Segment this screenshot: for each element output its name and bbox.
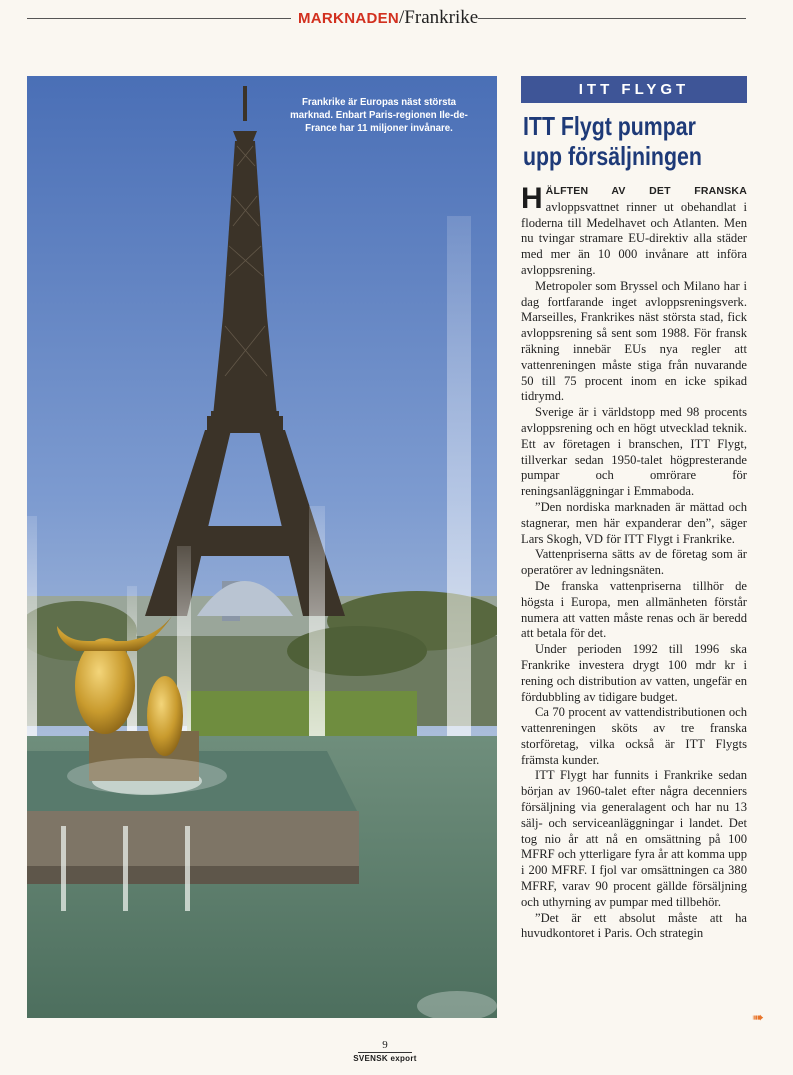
running-header [0,6,793,30]
body-paragraph: Sverige är i världstopp med 98 procents avloppsrening och en högt utvecklad teknik. Ett av företagen i branschen, ITT Flygt, tillverkar sedan 1950-talet högpresterande pumpar och omrörare för reningsanläggningar i Emmaboda. [521,405,747,499]
section-country: /Frankrike [399,7,479,28]
eiffel-tower-photo [27,76,497,1018]
lead-in: ÄLFTEN AV DET FRANSKA [545,185,747,197]
body-paragraph: De franska vattenpriserna tillhör de högsta i Europa, men allmänheten förstår numera att vatten måste renas och är beredd att betala för det. [521,578,747,641]
body-paragraph: Under perioden 1992 till 1996 ska Frankrike investera drygt 100 mdr kr i rening och distribution av vatten, ungefär en fördubbling av tidigare budget. [521,642,747,704]
body-paragraph: Ca 70 procent av vattendistributionen och vattenreningen sköts av tre franska storföretag, vilka också är ITT Flygts främsta kunder. [521,705,747,767]
body-paragraph: ITT Flygt har funnits i Frankrike sedan början av 1960-talet efter några decenniers försäljning via generalagent och har nu 13 sälj- och serviceanläggningar i landet. Det tog nio år att nå en omsättning på 100 MFRF och ytterligare fyra år att komma upp i 200 MFRF. I fjol var omsättningen ca 380 MFRF, varav 90 procent gällde försäljning och uthyrning av pumpar med tillbehör. [521,768,747,909]
headline-line-2: upp försäljningen [523,141,702,171]
continue-arrow-icon: ➠ [752,1010,764,1026]
footer-rule [358,1052,412,1053]
page-number: 9 [382,1039,388,1051]
publication-name: SVENSK export [353,1054,417,1063]
body-paragraph: ”Den nordiska marknaden är mättad och stagnerar, men här expanderar den”, säger Lars Skogh, VD för ITT Flygt i Frankrike. [521,499,747,546]
section-title [298,6,479,31]
drop-cap: H [521,182,543,215]
body-paragraph: Vattenpriserna sätts av de företag som är operatörer av ledningsnäten. [521,547,747,578]
company-badge: ITT FLYGT [521,76,747,103]
headline-line-1: ITT Flygt pumpar [523,111,696,141]
lead-text: avloppsvattnet rinner ut obehandlat i floderna till Medelhavet och Atlanten. Men nu tvingar stramare EU-direktiv alla städer med mer än 10 000 invånare att införa avloppsrening. [521,199,747,277]
header-rule-right [478,18,746,19]
photo-caption: Frankrike är Europas näst största marknad. Enbart Paris-regionen Ile-de-France har 11 miljoner invånare. [290,96,468,134]
header-rule-left [27,18,291,19]
section-name: MARKNADEN [298,10,400,27]
page-footer [345,1039,425,1064]
article-column [521,76,747,942]
article-body [521,183,747,942]
lead-paragraph [521,183,747,279]
body-paragraph: ”Det är ett absolut måste att ha huvudkontoret i Paris. Och strategin [521,910,747,941]
article-headline [523,111,744,171]
body-paragraph: Metropoler som Bryssel och Milano har i dag fortfarande inget avloppsreningsverk. Marseilles, Frankrikes näst största stad, fick avloppsrening så sent som 1988. För fransk räkning innebär EUs nya regler att vattenreningen måste stiga från nuvarande 50 till 75 procent inom en icke spikad tidrymd. [521,278,747,404]
